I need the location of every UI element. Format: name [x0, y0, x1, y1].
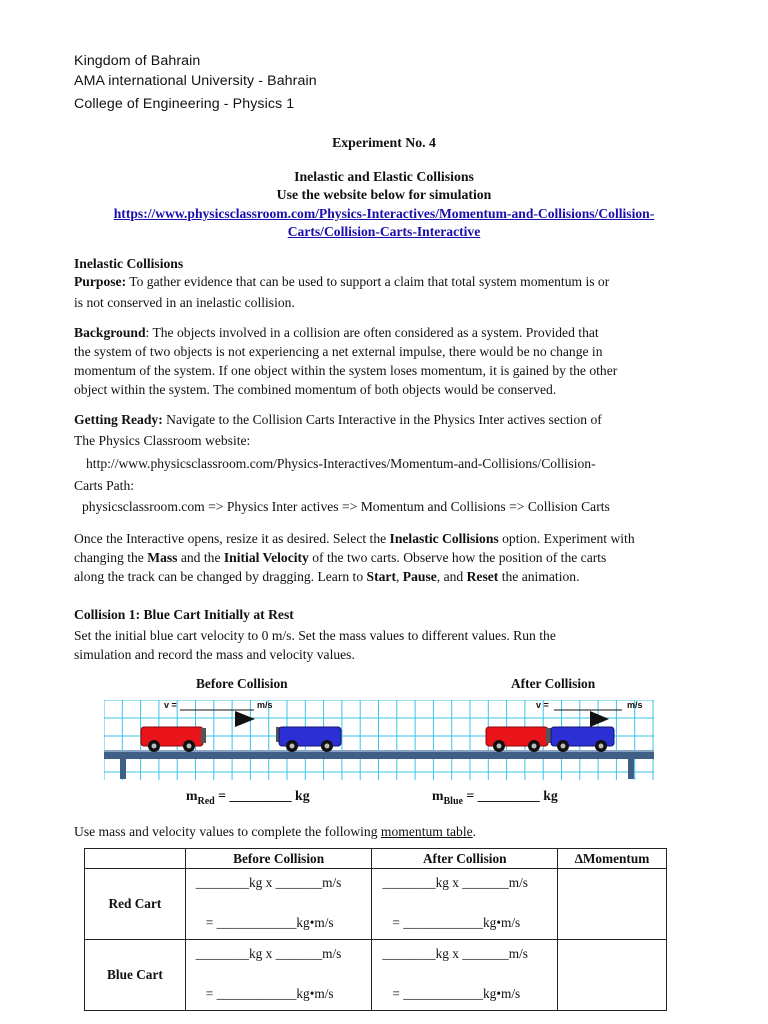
- once-text-3e: , and: [436, 569, 467, 584]
- collision-1-desc-2: simulation and record the mass and velocity values.: [74, 647, 355, 662]
- header-delta-momentum: ∆Momentum: [558, 849, 667, 869]
- collision-simulation-figure: [104, 700, 654, 780]
- ready-text-1: Navigate to the Collision Carts Interactive in the Physics Inter actives section of: [162, 412, 602, 427]
- once-text-3d: Pause: [402, 569, 437, 584]
- once-text-3g: the animation.: [498, 569, 580, 584]
- link-line-1[interactable]: https://www.physicsclassroom.com/Physics-Interactives/Momentum-and-Collisions/Collision-: [113, 206, 655, 221]
- purpose-line-2: is not conserved in an inelastic collision.: [74, 295, 295, 310]
- university-name: AMA international University - Bahrain: [74, 73, 317, 89]
- before-velocity-unit: m/s: [257, 700, 273, 710]
- blue-before-mass-velocity[interactable]: ________kg x _______m/s: [195, 946, 342, 961]
- once-text-1b: Inelastic Collisions: [389, 531, 499, 546]
- once-text-2b: Mass: [147, 550, 178, 565]
- mass-blue-subscript: Blue: [443, 795, 463, 807]
- header-empty: [85, 849, 186, 869]
- background-line-2: the system of two objects is not experiencing a net external impulse, there would be no change in: [74, 344, 603, 359]
- mass-red-symbol: m: [186, 788, 198, 803]
- blue-after-mass-velocity[interactable]: ________kg x _______m/s: [382, 946, 528, 961]
- table-header-row: [85, 849, 667, 869]
- ready-line-1: [74, 410, 694, 429]
- once-text-2e: of the two carts. Observe how the position of the carts: [308, 550, 607, 565]
- header-before: Before Collision: [185, 849, 372, 869]
- track-leg-right: [628, 759, 634, 779]
- simulation-instruction: Use the website below for simulation: [276, 187, 492, 202]
- after-velocity-label: v =: [536, 700, 549, 710]
- once-line-3: [74, 567, 714, 586]
- table-intro: [74, 822, 694, 841]
- red-before-mass-velocity[interactable]: ________kg x _______m/s: [195, 875, 342, 890]
- link-line-2[interactable]: Carts/Collision-Carts-Interactive: [287, 224, 481, 239]
- table-intro-period: .: [472, 824, 477, 839]
- purpose-label: Purpose:: [74, 274, 127, 289]
- blue-before-momentum[interactable]: = ____________kg•m/s: [205, 986, 334, 1001]
- table-row-red: [85, 869, 667, 940]
- red-cart-before[interactable]: [141, 727, 206, 752]
- url-line: http://www.physicsclassroom.com/Physics-Interactives/Momentum-and-Collisions/Collision-: [86, 456, 596, 471]
- red-after-momentum[interactable]: = ____________kg•m/s: [392, 915, 521, 930]
- simulation-graphic: [104, 700, 654, 780]
- red-before-momentum[interactable]: = ____________kg•m/s: [205, 915, 334, 930]
- background-line-1: [74, 323, 694, 342]
- once-text-1a: Once the Interactive opens, resize it as desired. Select the: [74, 531, 390, 546]
- blue-after-cell[interactable]: [372, 940, 558, 1011]
- mass-red-field: [186, 788, 310, 807]
- mass-red-blank: = _________ kg: [214, 788, 310, 803]
- blue-before-cell[interactable]: [185, 940, 372, 1011]
- blue-cart-after[interactable]: [551, 727, 614, 752]
- path-line: physicsclassroom.com => Physics Inter actives => Momentum and Collisions => Collision Carts: [82, 499, 610, 514]
- once-text-1c: option. Experiment with: [498, 531, 635, 546]
- red-delta-cell[interactable]: [558, 869, 667, 940]
- once-text-3b: Start: [366, 569, 396, 584]
- red-after-mass-velocity[interactable]: ________kg x _______m/s: [382, 875, 528, 890]
- ready-label: Getting Ready:: [74, 412, 163, 427]
- once-text-2a: changing the: [74, 550, 148, 565]
- blue-delta-cell[interactable]: [558, 940, 667, 1011]
- red-after-cell[interactable]: [372, 869, 558, 940]
- once-text-3f: Reset: [466, 569, 499, 584]
- collision-1-heading: Collision 1: Blue Cart Initially at Rest: [74, 607, 294, 622]
- mass-blue-blank: = _________ kg: [462, 788, 558, 803]
- track-leg-left: [120, 759, 126, 779]
- experiment-subject: Inelastic and Elastic Collisions: [294, 169, 474, 184]
- collision-1-desc-1: Set the initial blue cart velocity to 0 m/s. Set the mass values to different values. Run the: [74, 628, 556, 643]
- before-collision-label: Before Collision: [196, 676, 288, 691]
- after-arrow-icon: [590, 711, 609, 727]
- momentum-table: [84, 848, 667, 1011]
- after-collision-label: After Collision: [511, 676, 596, 691]
- college-name: College of Engineering - Physics 1: [74, 96, 295, 112]
- institution-name: Kingdom of Bahrain: [74, 53, 201, 69]
- table-intro-underlined: momentum table: [380, 824, 473, 839]
- after-velocity-unit: m/s: [627, 700, 643, 710]
- background-line-3: momentum of the system. If one object within the system loses momentum, it is gained by the other: [74, 363, 618, 378]
- blue-after-momentum[interactable]: = ____________kg•m/s: [392, 986, 521, 1001]
- purpose-text-1: To gather evidence that can be used to support a claim that total system momentum is or: [126, 274, 610, 289]
- before-arrow-icon: [235, 711, 255, 727]
- background-text-1: : The objects involved in a collision are often considered as a system. Provided that: [145, 325, 599, 340]
- background-line-4: object within the system. The combined momentum of both objects would be conserved.: [74, 382, 557, 397]
- once-text-3a: along the track can be changed by dragging. Learn to: [74, 569, 367, 584]
- background-label: Background: [74, 325, 146, 340]
- purpose-line-1: [74, 272, 694, 291]
- simulation-link-continued[interactable]: [0, 223, 768, 241]
- blue-cart-before[interactable]: [276, 727, 341, 752]
- ready-line-2: The Physics Classroom website:: [74, 433, 251, 448]
- row-label-red: Red Cart: [85, 869, 186, 940]
- once-text-2c: and the: [177, 550, 224, 565]
- section-heading-inelastic: Inelastic Collisions: [74, 256, 184, 271]
- mass-blue-symbol: m: [432, 788, 444, 803]
- before-velocity-label: v =: [164, 700, 177, 710]
- once-text-2d: Initial Velocity: [223, 550, 309, 565]
- table-intro-text: Use mass and velocity values to complete the following: [74, 824, 381, 839]
- red-before-cell[interactable]: [185, 869, 372, 940]
- red-cart-after[interactable]: [486, 727, 551, 752]
- row-label-blue: Blue Cart: [85, 940, 186, 1011]
- experiment-number: Experiment No. 4: [332, 135, 436, 150]
- mass-red-subscript: Red: [197, 795, 215, 807]
- header-after: After Collision: [372, 849, 558, 869]
- table-row-blue: [85, 940, 667, 1011]
- once-text-3c: ,: [395, 569, 403, 584]
- simulation-link[interactable]: [0, 205, 768, 223]
- mass-blue-field: [432, 788, 558, 807]
- once-line-1: [74, 529, 714, 548]
- carts-path-label: Carts Path:: [74, 478, 135, 493]
- once-line-2: [74, 548, 714, 567]
